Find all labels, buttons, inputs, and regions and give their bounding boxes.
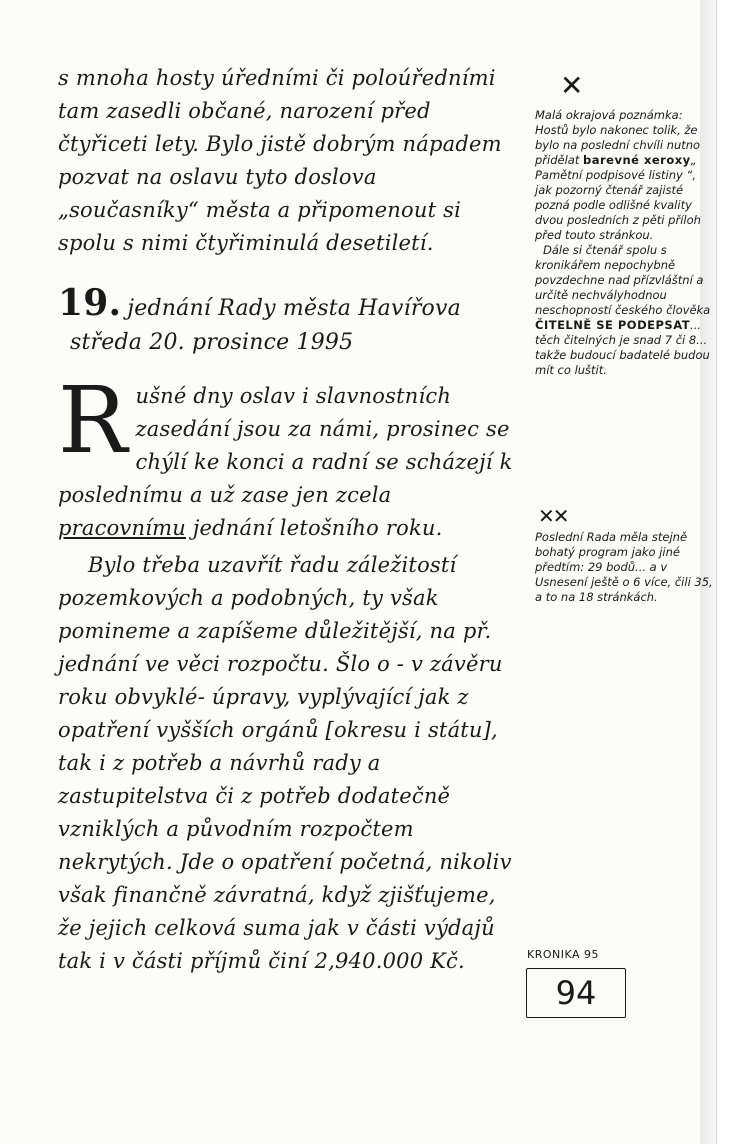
- margin-note-1-part-c: Dále si čtenář spolu s kronikářem nepochybně povzdechne nad přízvláštní a určitě nechvályhodnou neschopností českého člověka: [535, 243, 711, 317]
- margin-note-1: [535, 108, 713, 378]
- meeting-title: [58, 282, 523, 326]
- cross-mark-icon: ✕: [560, 69, 584, 102]
- margin-note-1-part-b: „ Pamětní podpisové listiny “, jak pozorný čtenář zajisté pozná podle odlišné kvality dvou posledních z pěti příloh před touto stránkou.: [535, 153, 701, 242]
- paragraph-1-end: jednání letošního roku.: [185, 516, 443, 540]
- margin-note-1-bold: barevné xeroxy: [583, 153, 691, 167]
- margin-note-1-part-d: ... těch čitelných je snad 7 či 8... takže budoucí badatelé budou mít co luštit.: [535, 318, 710, 377]
- paragraph-2: Bylo třeba uzavřít řadu záležitostí pozemkových a podobných, ty však pomineme a zapíšeme důležitější, na př. jednání ve věci rozpočtu. Šlo o - v závěru roku obvyklé- úpravy, vyplývající jak z opatření vyšších orgánů [okresu i státu], tak i z potřeb a návrhů rady a zastupitelstva či z potřeb dodatečně vzniklých a původním rozpočtem nekrytých. Jde o opatření početná, nikoliv však finančně závratná, když zjišťujeme, že jejich celková suma jak v části výdajů tak i v části příjmů činí 2,940.000 Kč.: [58, 553, 512, 973]
- chronicle-label: KRONIKA 95: [527, 948, 600, 961]
- margin-note-1-text: [535, 108, 713, 243]
- margin-note-1-bold2: ČITELNĚ SE PODEPSAT: [535, 318, 691, 332]
- double-cross-mark-icon: ✕✕: [538, 504, 568, 528]
- margin-note-2-text: Poslední Rada měla stejně bohatý program jako jiné předtím: 29 bodů... a v Usnesení ještě o 6 více, čili 35, a to na 18 stránkách.: [535, 530, 713, 604]
- paragraph-1-start: ušné dny oslav i slavnostních zasedání jsou za námi, prosinec se chýlí ke konci a radní se scházejí k poslednímu a už zase jen zcela: [58, 384, 513, 507]
- margin-note-1-second: [535, 243, 713, 378]
- paragraph-1: [58, 367, 523, 545]
- meeting-date: středa 20. prosince 1995: [70, 330, 354, 355]
- meeting-title-text: jednání Rady města Havířova: [127, 296, 461, 321]
- meeting-heading: [58, 282, 523, 360]
- page-number: 94: [526, 968, 626, 1018]
- intro-paragraph: s mnoha hosty úředními či poloúředními tam zasedli občané, narození před čtyřiceti lety. Bylo jistě dobrým nápadem pozvat na oslavu tyto doslova „současníky“ města a připomenout si spolu s nimi čtyřiminulá desetiletí.: [58, 66, 502, 255]
- main-text: [58, 62, 523, 978]
- drop-cap: R: [58, 367, 128, 474]
- margin-note-2: [535, 530, 713, 605]
- meeting-number: 19.: [58, 282, 122, 324]
- underlined-word: pracovnímu: [58, 516, 186, 540]
- margin-note-1-part-a: Malá okrajová poznámka: Hostů bylo nakonec tolik, že bylo na poslední chvíli nutno přidělat: [535, 108, 701, 167]
